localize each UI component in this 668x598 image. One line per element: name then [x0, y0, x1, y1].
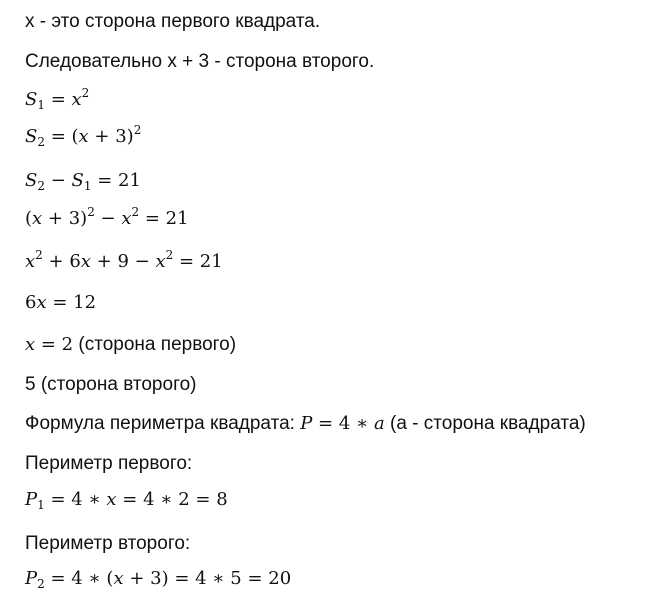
eq-diff-bsub: 1	[83, 179, 92, 193]
equation-linear	[25, 294, 96, 312]
eq6-open: (	[25, 208, 33, 229]
perimeter-formula-P: P	[300, 413, 313, 434]
eq7-var1: x	[25, 251, 36, 272]
equation-polynomial	[25, 248, 223, 272]
perimeter-formula-eq: = 4 ∗	[312, 413, 374, 434]
eq-s2-var: x	[78, 126, 89, 147]
equation-s2	[25, 123, 142, 149]
eq-diff-rest: = 21	[91, 170, 141, 191]
eq15-x: x	[113, 568, 124, 589]
equation-s1	[25, 86, 90, 112]
statement-x-side-text: x - это сторона первого квадрата.	[25, 11, 321, 32]
eq7-sup3: 2	[165, 248, 174, 262]
perimeter-formula-after: (а - сторона квадрата)	[384, 413, 586, 434]
eq8-coef: 6	[25, 292, 37, 313]
result-first-math	[25, 334, 73, 355]
eq-s2-equals: = (	[44, 126, 79, 147]
perimeter-second-heading	[25, 534, 190, 553]
eq8-rest: = 12	[46, 292, 97, 313]
eq-s1-sup: 2	[81, 86, 90, 100]
eq7-var3: x	[155, 251, 166, 272]
eq13-sub: 1	[37, 498, 45, 512]
eq13-rest: = 4 ∗ 2 = 8	[116, 489, 228, 510]
eq-diff-asub: 2	[37, 179, 45, 193]
perimeter-second-heading-text: Периметр второго:	[25, 533, 191, 554]
eq7-var2: x	[80, 251, 91, 272]
equation-perimeter-second	[25, 568, 292, 591]
result-second-side	[25, 375, 196, 394]
eq15-P: P	[25, 568, 38, 589]
eq7-rest: = 21	[173, 251, 223, 272]
eq9-text: (сторона первого)	[73, 334, 237, 355]
statement-second-side	[25, 52, 374, 71]
eq13-x: x	[106, 489, 117, 510]
eq9-var: x	[25, 334, 36, 355]
eq13-eq: = 4 ∗	[44, 489, 107, 510]
eq-s1-equals: =	[44, 89, 72, 110]
eq6-sup1: 2	[87, 205, 95, 219]
eq6-var2: x	[121, 208, 132, 229]
eq7-sup1: 2	[35, 248, 43, 262]
eq-s2-sub: 2	[37, 135, 45, 149]
eq8-var: x	[36, 292, 47, 313]
perimeter-formula-before: Формула периметра квадрата:	[25, 413, 301, 434]
eq-s1-symbol: S	[25, 89, 38, 110]
result-first-side	[25, 335, 236, 354]
perimeter-formula-math	[300, 413, 385, 434]
eq13-P: P	[25, 489, 38, 510]
equation-difference	[25, 170, 141, 193]
perimeter-formula	[25, 414, 586, 433]
eq6-sup2: 2	[131, 205, 140, 219]
eq6-minus: −	[94, 208, 122, 229]
equation-perimeter-first	[25, 489, 228, 512]
eq-diff-mid: −	[44, 170, 72, 191]
eq7-plus6: + 6	[42, 251, 81, 272]
result-second-side-text: 5 (сторона второго)	[25, 374, 197, 395]
perimeter-first-heading	[25, 454, 192, 473]
equation-expanded-form	[25, 205, 189, 229]
eq-s1-sub: 1	[37, 98, 45, 112]
eq15-sub: 2	[37, 577, 45, 591]
eq-s2-rest: + 3)	[88, 126, 134, 147]
eq6-plus: + 3)	[42, 208, 88, 229]
eq6-rest: = 21	[139, 208, 189, 229]
eq9-eq: = 2	[35, 334, 74, 355]
statement-second-side-text: Следовательно x + 3 - сторона второго.	[25, 51, 375, 72]
eq-s2-symbol: S	[25, 126, 38, 147]
eq-diff-b: S	[71, 170, 84, 191]
statement-x-side	[25, 12, 320, 31]
eq6-var: x	[32, 208, 43, 229]
eq15-rest: + 3) = 4 ∗ 5 = 20	[123, 568, 292, 589]
eq-s1-var: x	[71, 89, 82, 110]
eq7-plus9: + 9 −	[90, 251, 156, 272]
eq-s2-sup: 2	[133, 123, 142, 137]
eq15-eq: = 4 ∗ (	[44, 568, 114, 589]
perimeter-first-heading-text: Периметр первого:	[25, 453, 193, 474]
eq-diff-a: S	[25, 170, 38, 191]
perimeter-formula-a: a	[373, 413, 385, 434]
